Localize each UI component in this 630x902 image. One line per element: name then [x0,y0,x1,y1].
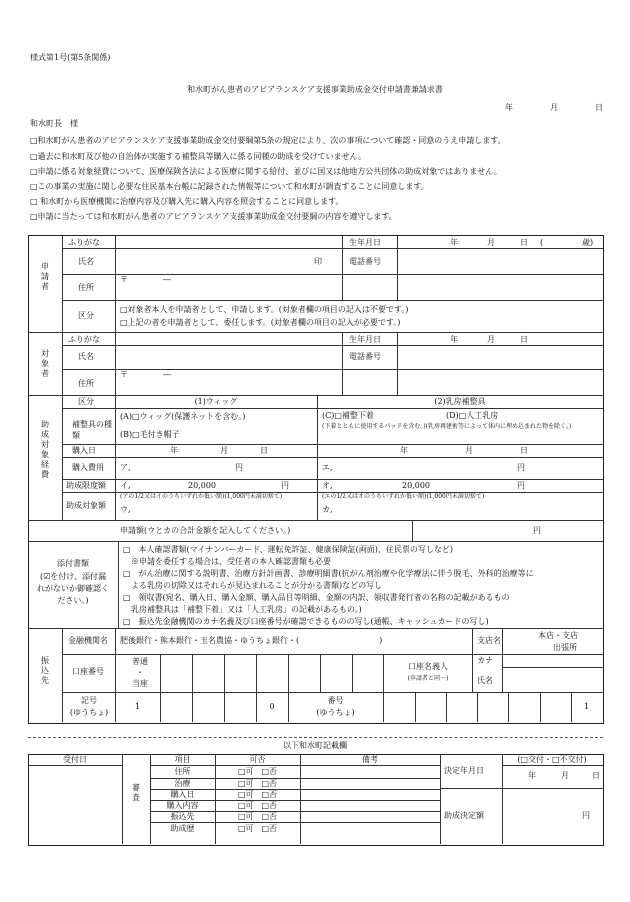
category-delegate-option[interactable]: □上記の者を申請者として、委任します。(対象者欄の項目の記入が必要です。) [120,318,401,327]
review-item-header: 項目 [174,755,191,764]
applicant-section-label: 申 請 者 [41,262,49,291]
wig-purchase-year: 年 [170,446,178,455]
subject-name-label: 氏名 [78,352,94,361]
wig-option-a[interactable]: (A)□ウィッグ(保護ネットを含む。) [120,412,246,421]
date-year-label: 年 [505,103,513,112]
applicant-birthdate-label: 生年月日 [349,238,381,247]
applicant-furigana-label: ふりがな [68,238,100,247]
review-ok-checkbox[interactable]: □可 □否 [237,790,278,799]
attachments-label-4: ださい。) [57,596,89,605]
number-label: 番号 [327,696,344,705]
branch-option-office[interactable]: 出張所 [553,643,577,652]
expense-section-label: 助 成 対 象 経 費 [41,420,49,479]
limit-i-yen: 円 [281,481,289,490]
declaration-item[interactable]: □和水町がん患者のアピアランスケア支援事業助成金交付要綱第5条の規定により、次の事項について確認・同意のうえ申請します。 [30,136,506,145]
branch-label: 支店名 [477,636,501,645]
subject-postal-dash: ― [163,370,171,379]
applicant-name-label: 氏名 [78,257,94,266]
applicant-age-label: 歳) [582,238,594,247]
form-number: 様式第1号(第5条関係) [30,53,111,62]
account-type-separator: ・ [136,668,144,677]
breast-prosthesis-header: (2)乳房補整具 [434,397,486,406]
office-use-header: 以下和水町記載欄 [283,741,347,750]
decision-day: 日 [592,771,600,780]
applicant-birth-day: 日 [520,238,528,247]
subject-phone-label: 電話番号 [349,352,381,361]
symbol-prefix-digit: 1 [134,702,141,711]
subject-section-label: 対 象 者 [41,349,49,378]
date-month-label: 月 [550,103,558,112]
request-amount-yen: 円 [533,526,541,535]
cost-e-yen: 円 [517,463,525,472]
page-title: 和水町がん患者のアピアランスケア支援事業助成金交付申請書兼請求書 [187,85,443,94]
limit-i-value: 20,000 [188,481,216,490]
target-note-2: (エの1/2又はオのうちいずれか低い額)(1,000円未満切捨て) [322,493,485,500]
review-note-header: 備考 [362,755,378,764]
account-type-current[interactable]: 当座 [132,679,148,688]
declaration-item[interactable]: □ 和水町から医療機関に治療内容及び購入先に購入内容を照会することに同意します。 [30,197,344,206]
subject-birthdate-label: 生年月日 [349,335,381,344]
attachment-item[interactable]: □ 振込先金融機関のカナ名義及び口座番号が確認できるものの写し(通帳、キャッシュカードの写し) [123,617,489,626]
decision-date-label: 決定年月日 [444,766,484,775]
kana-label: カナ [477,656,493,665]
review-ok-checkbox[interactable]: □可 □否 [237,801,278,810]
attachments-label-2: (☑を付け、添付漏 [40,572,106,581]
declaration-item[interactable]: □申請に当たっては和水町がん患者のアピアランスケア支援事業助成金交付要綱の内容を遵守します。 [30,212,397,221]
limit-o-label: オ, [322,481,333,490]
subject-furigana-label: ふりがな [68,335,100,344]
review-item: 治療 [174,779,191,788]
request-amount-label: 申請額(ウとカの合計金額を記入してください。) [120,526,291,535]
review-item: 購入内容 [166,801,199,810]
attachments-label-3: れがないか御確認く [37,584,109,593]
subject-birth-month: 月 [487,335,495,344]
bank-section-label: 振 込 先 [41,656,49,685]
subject-birth-day: 日 [520,335,528,344]
date-day-label: 日 [595,103,603,112]
attachment-note: ※申請を委任する場合は、受任者の本人確認書類も必要 [123,557,331,566]
review-item: 振込先 [170,812,195,821]
decision-amount-yen: 円 [582,811,590,820]
applicant-postal-dash: ― [163,275,171,284]
institution-options[interactable]: 肥後銀行・熊本銀行・玉名農協・ゆうちょ銀行・( ) [120,636,383,645]
target-amount-label: 助成対象額 [66,501,106,510]
category-self-option[interactable]: □対象者本人を申請者として、申請します。(対象者欄の項目の記入は不要です。) [120,305,409,314]
review-item: 購入日 [170,790,195,799]
breast-purchase-day: 日 [520,446,528,455]
target-u-label: ウ, [120,505,131,514]
limit-i-label: イ, [120,481,131,490]
target-note-1: (アの1/2又はイのうちいずれか低い額)(1,000円未満切捨て) [120,493,283,500]
declaration-item[interactable]: □申請に係る対象経費について、医療保険各法による医療に関する給付、並びに国又は他地方公共団体の助成対象ではありません。 [30,167,502,176]
subject-postal-mark: 〒 [120,370,128,379]
wig-purchase-month: 月 [220,446,228,455]
declaration-item[interactable]: □過去に和水町及び他の自治体が実施する補整具等購入に係る同種の助成を受けていません。 [30,152,367,161]
wig-purchase-day: 日 [260,446,268,455]
cost-a-label: ア, [120,463,131,472]
breast-option-c[interactable]: (C)□補整下着 [322,411,374,420]
review-item: 住所 [174,767,191,776]
applicant-postal-mark: 〒 [120,275,128,284]
addressee: 和水町長 様 [30,119,78,128]
breast-option-note: (下着とともに使用するパッドを含む。)(乳房再建術等によって体内に埋め込まれた物を除く。) [322,423,572,430]
applicant-phone-label: 電話番号 [349,257,381,266]
review-ok-header: 可否 [249,755,266,764]
institution-label: 金融機関名 [68,636,108,645]
attachments-label-1: 添付書類 [57,559,89,568]
attachment-item[interactable]: □ 領収書(宛名、購入日、購入金額、購入品目等明細、金額の内訳、領収書発行者の名称の記載があるもの [123,593,510,602]
decision-month: 月 [561,771,569,780]
breast-option-d[interactable]: (D)□人工乳房 [446,411,499,420]
holder-name-label: 氏名 [477,676,493,685]
account-holder-note: (申請者と同一) [407,675,449,682]
decision-year: 年 [528,771,536,780]
received-date-label: 受付日 [63,755,87,764]
expense-category-label: 区分 [78,397,94,406]
applicant-category-label: 区分 [78,311,94,320]
branch-option-main[interactable]: 本店・支店 [538,631,578,640]
symbol-label-note: (ゆうちょ) [69,708,109,717]
seal-mark: 印 [314,257,322,266]
account-type-ordinary[interactable]: 普通 [132,657,148,666]
purchase-date-label: 購入日 [72,446,96,455]
applicant-address-label: 住所 [78,283,94,292]
subject-birth-year: 年 [450,335,458,344]
attachment-item[interactable]: □ 本人確認書類(マイナンバーカード、運転免許証、健康保険証(両面)、住民票の写しなど) [123,545,454,554]
review-ok-checkbox[interactable]: □可 □否 [237,812,278,821]
wig-header: (1)ウィッグ [194,397,238,406]
number-suffix-digit: 1 [583,702,590,711]
breast-purchase-month: 月 [465,446,473,455]
applicant-age-open: ( [540,238,544,247]
wig-option-b[interactable]: (B)□毛付き帽子 [120,430,180,439]
number-label-note: (ゆうちょ) [316,708,355,717]
cost-a-yen: 円 [235,463,243,472]
decision-amount-label: 助成決定額 [444,811,484,820]
applicant-birth-month: 月 [487,238,495,247]
device-type-label: 補整具の種類 [72,420,112,441]
limit-label: 助成限度額 [66,481,106,490]
account-number-label: 口座番号 [72,667,104,676]
subject-address-label: 住所 [78,379,94,388]
declaration-item[interactable]: □この事業の実施に関し必要な住民基本台帳に記録された情報等について和水町が調査することに同意します。 [30,182,429,191]
decision-status-options[interactable]: (□交付・□不交付) [517,755,587,764]
limit-o-yen: 円 [517,481,525,490]
account-holder-label: 口座名義人 [408,662,448,671]
symbol-label: 記号 [81,696,97,705]
review-ok-checkbox[interactable]: □可 □否 [237,779,278,788]
attachment-item-cont: 乳房補整具は「補整下着」又は「人工乳房」の記載があるもの。) [123,605,362,614]
applicant-birth-year: 年 [450,238,458,247]
cost-e-label: エ, [322,463,333,472]
attachment-item-cont: よる乳房の切除又はそれらが見込まれることが分かる書類)などの写し [123,581,383,590]
review-ok-checkbox[interactable]: □可 □否 [237,767,278,776]
symbol-fixed-digit: 0 [269,702,275,711]
purchase-cost-label: 購入費用 [72,463,104,472]
limit-o-value: 20,000 [402,481,430,490]
breast-purchase-year: 年 [400,446,408,455]
review-label: 審 査 [132,783,140,802]
attachment-item[interactable]: □ がん治療に関する説明書、治療方針計画書、診療明細書(抗がん剤治療や化学療法に伴う脱毛、外科的治療等に [123,569,534,578]
review-ok-checkbox[interactable]: □可 □否 [237,824,278,833]
target-ka-label: カ, [322,505,333,514]
review-item: 助成歴 [170,824,195,833]
